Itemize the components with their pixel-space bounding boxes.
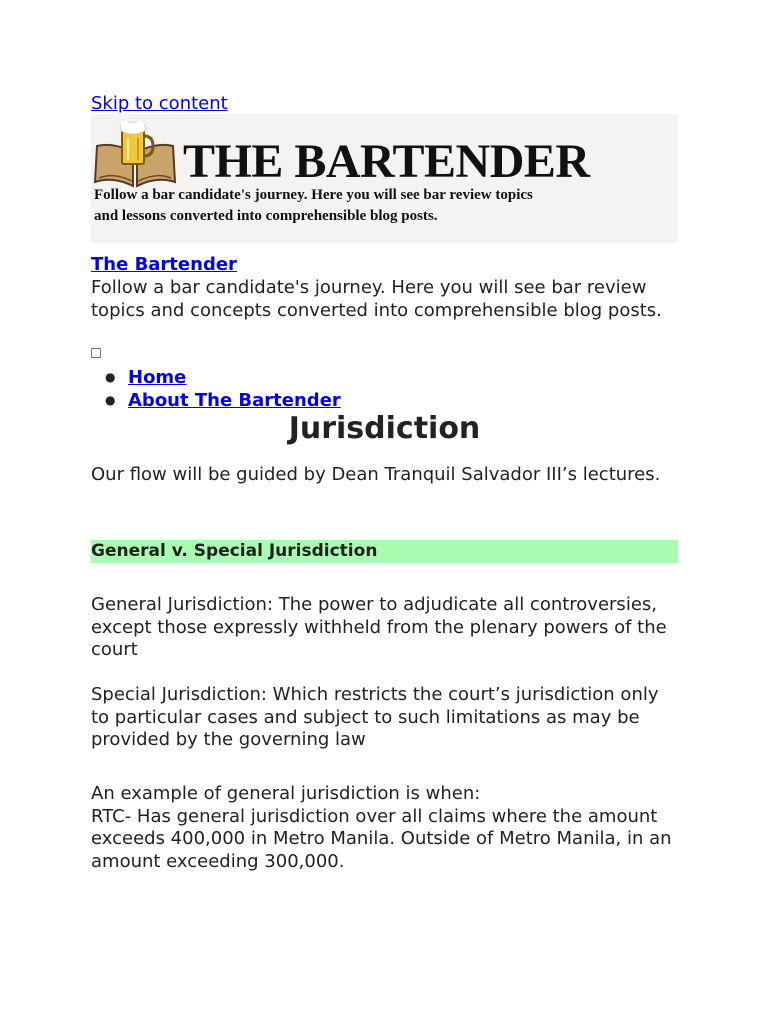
beer-mug-on-open-book-icon [93, 116, 177, 188]
intro-paragraph: Our flow will be guided by Dean Tranquil Salvador III’s lectures. [91, 464, 661, 485]
banner-tagline-line-2: and lessons converted into comprehensible blog posts. [94, 208, 438, 224]
skip-to-content-link[interactable]: Skip to content [91, 93, 228, 114]
bullet-icon: ● [105, 393, 116, 407]
nav-link-about[interactable]: About The Bartender [128, 390, 341, 411]
site-title-link[interactable]: The Bartender [91, 254, 237, 275]
menu-toggle-checkbox-icon[interactable] [91, 348, 101, 358]
example-paragraph [91, 783, 678, 873]
main-navigation [91, 366, 341, 412]
general-jurisdiction-paragraph: General Jurisdiction: The power to adjudicate all controversies, except those expressly withheld from the plenary powers of the court [91, 594, 667, 660]
example-text: RTC- Has general jurisdiction over all claims where the amount exceeds 400,000 in Metro Manila. Outside of Metro Manila, in an amount exceeding 300,000. [91, 805, 672, 872]
section-heading: General v. Special Jurisdiction [91, 540, 678, 563]
nav-item-about [91, 389, 341, 412]
banner-title: THE BARTENDER [183, 135, 590, 188]
site-description: Follow a bar candidate's journey. Here you will see bar review topics and concepts converted into comprehensible blog posts. [91, 277, 662, 321]
banner-tagline-line-1: Follow a bar candidate's journey. Here you will see bar review topics [94, 187, 533, 203]
header-banner[interactable] [91, 114, 678, 243]
nav-link-home[interactable]: Home [128, 367, 187, 388]
page-title: Jurisdiction [288, 411, 481, 446]
bullet-icon: ● [105, 370, 116, 384]
banner-tagline [94, 185, 594, 227]
example-intro: An example of general jurisdiction is when: [91, 783, 481, 804]
special-jurisdiction-paragraph: Special Jurisdiction: Which restricts the court’s jurisdiction only to particular cases and subject to such limitations as may be provided by the governing law [91, 684, 659, 750]
nav-item-home [91, 366, 341, 389]
